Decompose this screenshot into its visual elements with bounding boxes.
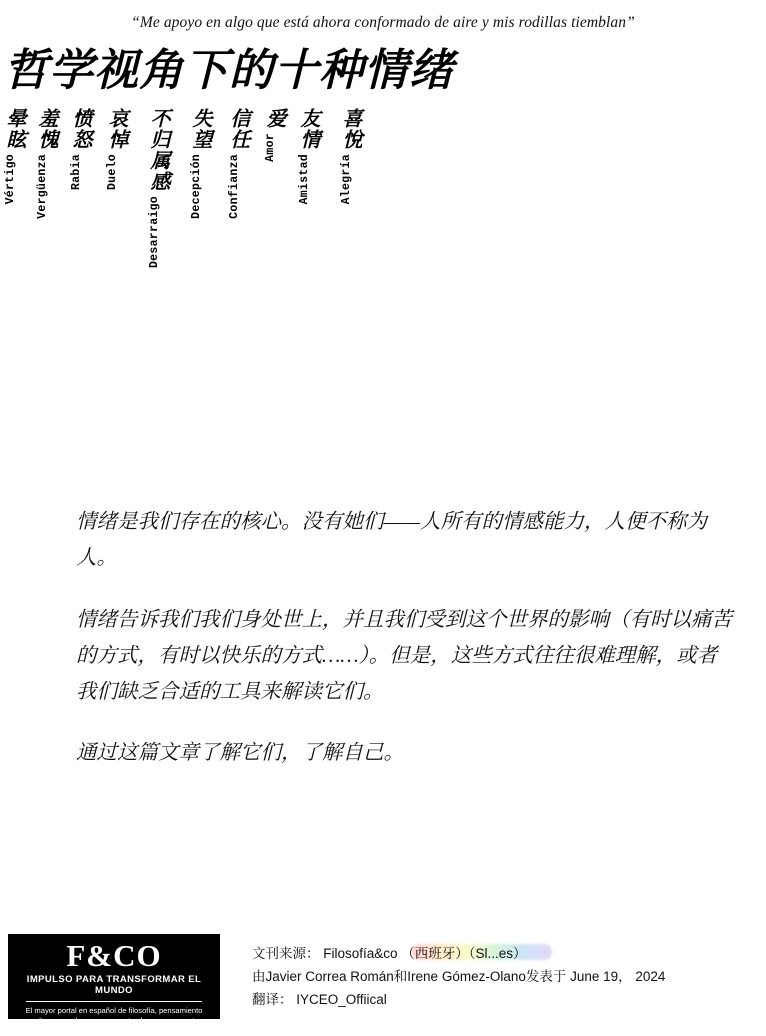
emotion-label-es: Desarraigo	[148, 196, 161, 269]
credit-authors: 由Javier Correa Román和Irene Gómez-Olano发表于 June 19， 2024	[252, 969, 666, 985]
logo-description: El mayor portal en español de filosofía, pensamiento y cultura, para hacerse preguntas buscar respuestas y abrir tu horizonte	[25, 1005, 203, 1036]
emotion-label-cn: 信任	[227, 108, 249, 150]
page-title: 哲学视角下的十种情绪	[4, 46, 454, 95]
emotion-label-es: Decepción	[190, 154, 203, 219]
list-item	[340, 108, 360, 204]
emotion-label-es: Confianza	[228, 154, 241, 219]
emotion-label-cn: 晕眩	[3, 108, 25, 150]
list-item	[70, 108, 90, 190]
emotion-label-es: Amistad	[298, 154, 311, 205]
logo	[8, 934, 220, 1036]
pull-quote: “Me apoyo en algo que está ahora conformado de aire y mis rodillas tiemblan”	[131, 14, 635, 31]
list-item	[106, 108, 126, 190]
emotion-label-es: Duelo	[106, 154, 119, 191]
credit-translator: 翻译： IYCEO_Offiical	[252, 992, 387, 1008]
emotion-label-es: Vergüenza	[36, 154, 49, 219]
credits	[252, 942, 752, 1012]
list-item	[4, 108, 24, 204]
emotion-label-es: Amor	[264, 133, 277, 162]
emotion-label-cn: 爱	[263, 108, 285, 129]
list-item	[148, 108, 168, 268]
body-text	[76, 505, 736, 798]
emotion-label-cn: 不归属感	[147, 108, 169, 192]
paragraph: 情绪是我们存在的核心。没有她们——人所有的情感能力，人便不称为人。	[76, 511, 707, 569]
divider	[26, 1001, 202, 1002]
emotion-label-es: Alegría	[340, 154, 353, 205]
footer	[0, 934, 766, 1036]
emotion-label-cn: 愤怒	[69, 108, 91, 150]
logo-tagline: IMPULSO PARA TRANSFORMAR EL MUNDO	[26, 973, 202, 996]
list-item	[190, 108, 210, 219]
paragraph: 通过这篇文章了解它们，了解自己。	[76, 742, 404, 765]
logo-wordmark: F&CO	[66, 938, 162, 973]
list-item	[264, 108, 284, 162]
list-item	[298, 108, 318, 204]
paragraph: 情绪告诉我们我们身处世上，并且我们受到这个世界的影响（有时以痛苦的方式，有时以快乐的方式……）。但是，这些方式往往很难理解，或者我们缺乏合适的工具来解读它们。	[76, 608, 732, 703]
emotion-label-es: Rabia	[70, 154, 83, 191]
credit-source: 文刊来源： Filosofía&co （西班牙）（Sl...es）	[252, 946, 527, 961]
list-item	[228, 108, 248, 219]
emotion-label-cn: 哀悼	[105, 108, 127, 150]
emotion-label-cn: 喜悅	[339, 108, 361, 150]
emotion-label-es: Vértigo	[4, 154, 17, 205]
emotion-label-cn: 失望	[189, 108, 211, 150]
emotion-label-cn: 友情	[297, 108, 319, 150]
emotion-label-cn: 羞愧	[35, 108, 57, 150]
emotion-list	[0, 108, 420, 308]
list-item	[36, 108, 56, 219]
